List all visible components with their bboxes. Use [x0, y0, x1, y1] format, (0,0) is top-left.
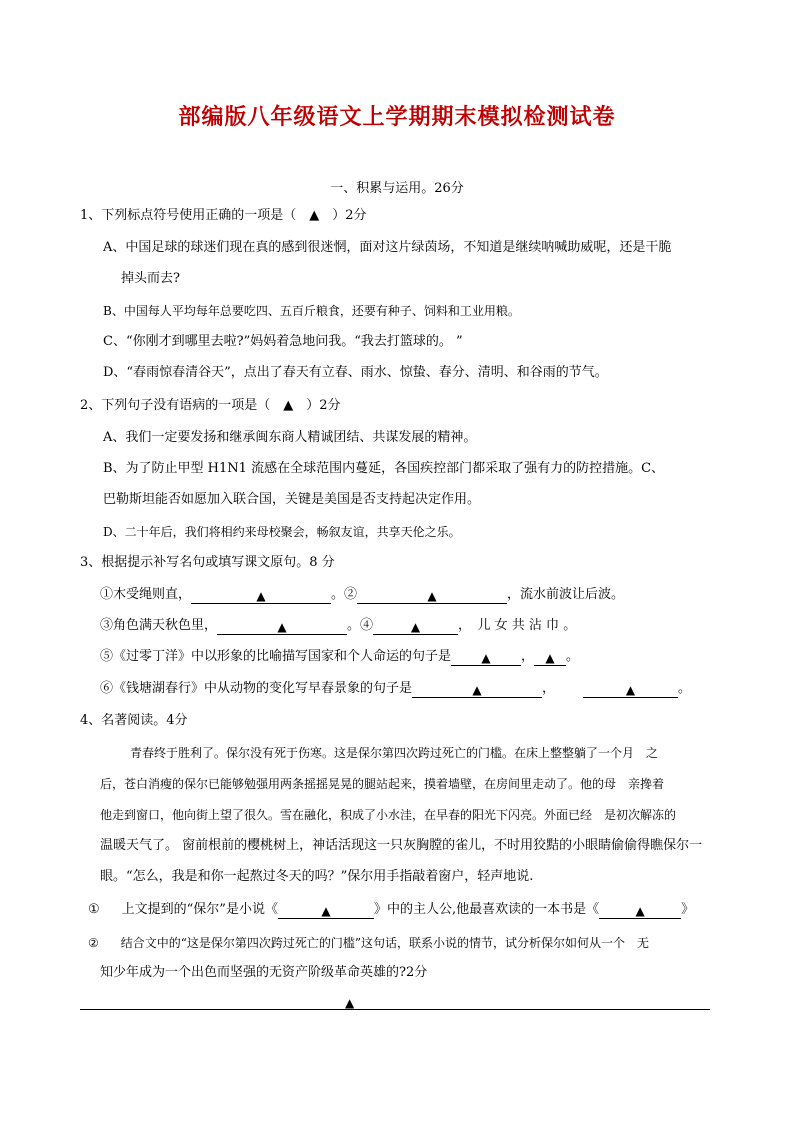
section-heading: 一、积累与运用。26分: [330, 181, 464, 196]
q3-stem: 3、根据提示补写名句或填写课文原句。8 分: [80, 555, 335, 570]
q4-passage-line-3: 他走到窗口，他向街上望了很久。雪在融化，积成了小水洼，在早春的阳光下闪亮。外面已经 是初次解冻的: [100, 808, 677, 822]
q4-passage-line-1: 青春终于胜利了。保尔没有死于伤寒。这是保尔第四次跨过死亡的门槛。在床上整整躺了一个月 之: [130, 746, 659, 760]
answer-blank[interactable]: [583, 681, 678, 698]
q4-passage-line-4: 温暖天气了。 窗前根前的樱桃树上，神话活现这一只灰胸膛的雀儿，不时用狡黠的小眼睛偷偷得瞧保尔一: [100, 838, 703, 853]
q4-s2-number: ②: [88, 936, 99, 950]
answer-blank[interactable]: [217, 618, 347, 635]
triangle-marker-icon: ▲: [472, 683, 482, 697]
q2-option-b: B、为了防止甲型 H1N1 流感在全球范围内蔓延，各国疾控部门都采取了强有力的防控措施。C、: [103, 461, 665, 476]
q3-l1-text-c: ，流水前波让后波。: [507, 587, 625, 602]
answer-blank[interactable]: [599, 902, 681, 919]
q3-line-2: [100, 617, 576, 635]
q3-l4-text-b: ，: [542, 681, 556, 696]
q2-stem: 2、下列句子没有语病的一项是（ ▲ ）2分: [80, 398, 341, 413]
q1-option-c: C、“你刚才到哪里去啦?”妈妈着急地问我。“我去打篮球的。 ”: [103, 334, 463, 349]
exam-title: 部编版八年级语文上学期期末模拟检测试卷: [178, 104, 616, 130]
q4-s1-text-b: 》中的主人公,他最喜欢读的一本书是《: [373, 902, 600, 917]
q2-option-a: A、我们一定要发扬和继承闽东商人精诚团结、共谋发展的精神。: [103, 430, 477, 445]
q3-line-3: [100, 648, 579, 666]
answer-blank[interactable]: [373, 618, 458, 635]
answer-blank[interactable]: [191, 587, 331, 604]
q4-subquestion-2: [88, 934, 649, 952]
answer-blank[interactable]: [412, 681, 542, 698]
q1-option-a: A、中国足球的球迷们现在真的感到很迷惘，面对这片绿茵场，不知道是继续呐喊助威呢，还是干脆: [103, 240, 672, 255]
triangle-marker-icon: ▲: [277, 620, 287, 634]
answer-line[interactable]: [80, 1009, 710, 1010]
q3-l3-text-a: ⑤《过零丁洋》中以形象的比喻描写国家和个人命运的句子是: [100, 649, 452, 664]
q3-l4-text-c: 。: [678, 681, 692, 696]
q1-option-d: D、“春雨惊春清谷天”，点出了春天有立春、雨水、惊蛰、春分、清明、和谷雨的节气。: [103, 365, 608, 380]
triangle-marker-icon: ▲: [545, 651, 555, 665]
triangle-marker-icon: ▲: [256, 589, 266, 603]
q4-s1-number: ①: [88, 902, 100, 917]
triangle-marker-icon: ▲: [481, 651, 491, 665]
q4-passage-line-5: 眼。“怎么，我是和你一起熬过冬天的吗？”保尔用手指敲着窗户，轻声地说.: [100, 869, 534, 884]
q3-l2-text-c: ， 儿 女 共 沾 巾 。: [458, 618, 577, 633]
q3-l1-text-b: 。②: [331, 587, 358, 602]
answer-blank[interactable]: [534, 649, 566, 666]
q3-l3-text-b: ，: [521, 649, 535, 664]
triangle-marker-icon: ▲: [427, 589, 437, 603]
q4-s2-text-a: 结合文中的“这是保尔第四次跨过死亡的门槛”这句话，联系小说的情节，试分析保尔如何从一个 无: [120, 936, 650, 950]
triangle-marker-icon: ▲: [635, 904, 645, 918]
triangle-marker-icon: ▲: [321, 904, 331, 918]
answer-blank[interactable]: [278, 902, 374, 919]
q2-option-d: D、二十年后，我们将相约来母校聚会，畅叙友谊，共享天伦之乐。: [103, 525, 461, 539]
q1-option-b: B、中国每人平均每年总要吃四、五百斤粮食，还要有种子、饲料和工业用粮。: [103, 304, 520, 318]
q3-l1-text-a: ①木受绳则直，: [100, 587, 192, 602]
q4-subquestion-2-cont: 知少年成为一个出色而坚强的无资产阶级革命英雄的?2分: [100, 965, 428, 980]
triangle-marker-icon: ▲: [410, 620, 421, 634]
q2-option-c: 巴勒斯坦能否如愿加入联合国，关键是美国是否支持起决定作用。: [103, 492, 481, 507]
q3-l2-text-a: ③角色满天秋色里，: [100, 618, 218, 633]
q3-l2-text-b: 。④: [347, 618, 374, 633]
triangle-marker-icon: ▲: [625, 683, 636, 697]
q4-subquestion-1: [88, 901, 694, 919]
q4-s1-text-c: 》: [681, 902, 695, 917]
q4-s1-text-a: 上文提到的“保尔”是小说《: [121, 902, 278, 917]
q3-l4-text-a: ⑥《钱塘湖春行》中从动物的变化写早春景象的句子是: [100, 681, 413, 696]
triangle-marker-icon: ▲: [345, 996, 355, 1010]
q3-l3-text-c: 。: [566, 649, 580, 664]
q1-option-a-cont: 掉头而去?: [121, 271, 180, 286]
answer-blank[interactable]: [357, 587, 507, 604]
q4-stem: 4、名著阅读。4分: [80, 713, 188, 728]
q1-stem: 1、下列标点符号使用正确的一项是（ ▲ ）2分: [80, 208, 367, 223]
q4-passage-line-2: 后，苍白消瘦的保尔已能够勉强用两条摇摇晃晃的腿站起来，摸着墙壁，在房间里走动了。他的母 亲搀着: [100, 777, 665, 791]
answer-blank[interactable]: [451, 649, 521, 666]
q3-line-4: [100, 680, 691, 698]
q3-line-1: [100, 586, 624, 604]
